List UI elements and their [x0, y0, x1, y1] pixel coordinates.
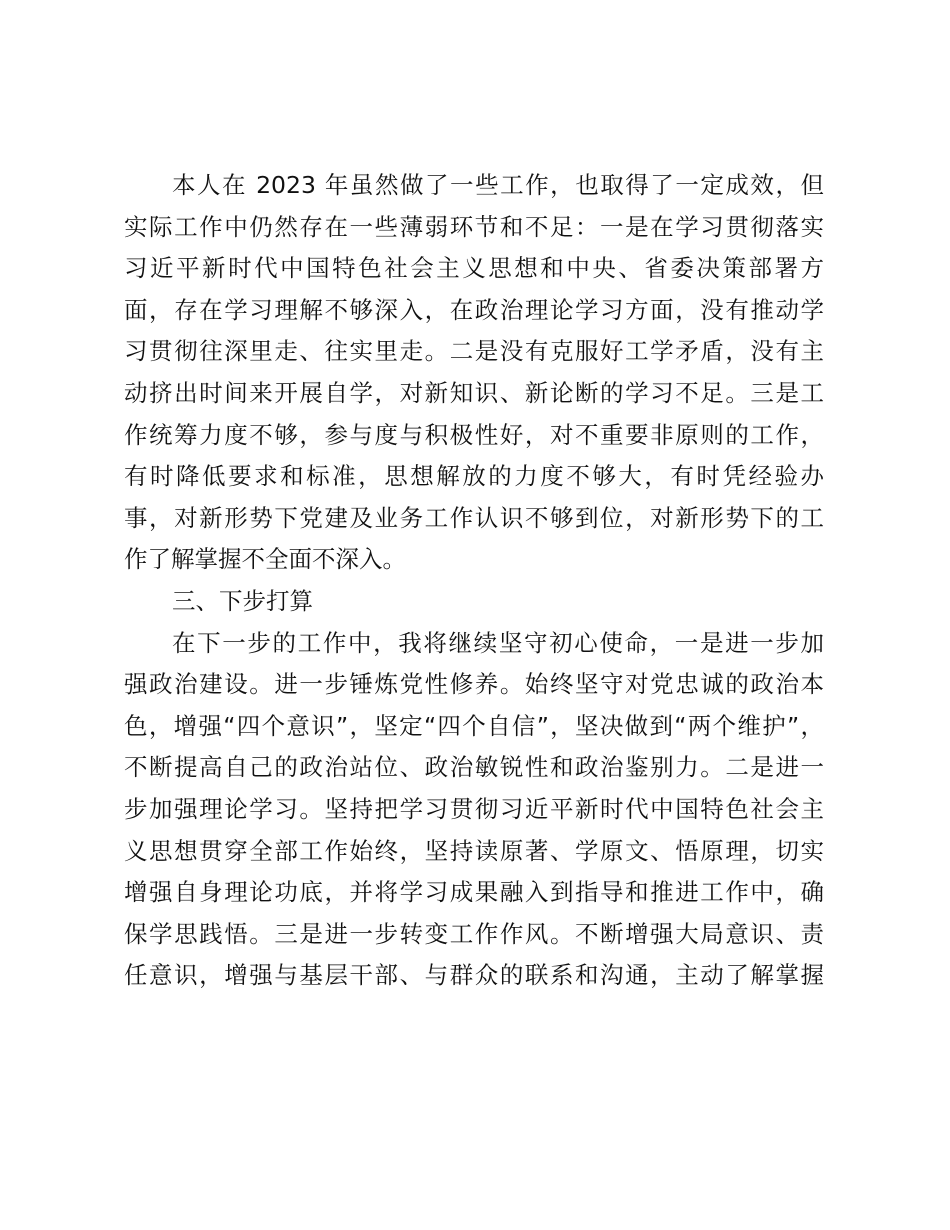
text-line: 强政治建设。进一步锤炼党性修养。始终坚守对党忠诚的政治本 — [124, 670, 824, 699]
text-line: 事，对新形势下党建及业务工作认识不够到位，对新形势下的工 — [124, 503, 824, 532]
text-line: 本人在 2023 年虽然做了一些工作，也取得了一定成效，但 — [172, 171, 824, 199]
text-line: 在下一步的工作中，我将继续坚守初心使命，一是进一步加 — [172, 628, 824, 657]
paragraph-next-steps — [124, 623, 824, 997]
text-line: 步加强理论学习。坚持把学习贯彻习近平新时代中国特色社会主 — [124, 794, 824, 823]
text-line: 动挤出时间来开展自学，对新知识、新论断的学习不足。三是工 — [124, 378, 824, 407]
text-line: 作统筹力度不够，参与度与积极性好，对不重要非原则的工作， — [124, 420, 824, 449]
text-line: 色，增强“四个意识”，坚定“四个自信”，坚决做到“两个维护”， — [124, 711, 824, 740]
text-line: 有时降低要求和标准，思想解放的力度不够大，有时凭经验办 — [124, 462, 824, 491]
text-line: 保学思践悟。三是进一步转变工作作风。不断增强大局意识、责 — [124, 919, 824, 948]
text-line: 不断提高自己的政治站位、政治敏锐性和政治鉴别力。二是进一 — [124, 753, 824, 782]
paragraph-shortcomings — [124, 165, 824, 581]
text-line: 面，存在学习理解不够深入，在政治理论学习方面，没有推动学 — [124, 295, 824, 324]
text-line: 义思想贯穿全部工作始终，坚持读原著、学原文、悟原理，切实 — [124, 836, 824, 865]
text-line: 习贯彻往深里走、往实里走。二是没有克服好工学矛盾，没有主 — [124, 337, 824, 366]
text-line: 实际工作中仍然存在一些薄弱环节和不足：一是在学习贯彻落实 — [124, 212, 824, 241]
text-line: 增强自身理论功底，并将学习成果融入到指导和推进工作中，确 — [124, 878, 824, 907]
document-body — [124, 165, 824, 997]
text-line: 习近平新时代中国特色社会主义思想和中央、省委决策部署方 — [124, 254, 824, 283]
text-line: 任意识，增强与基层干部、与群众的联系和沟通，主动了解掌握 — [124, 961, 824, 990]
section-heading: 三、下步打算 — [172, 586, 313, 615]
text-line: 作了解掌握不全面不深入。 — [124, 545, 406, 574]
